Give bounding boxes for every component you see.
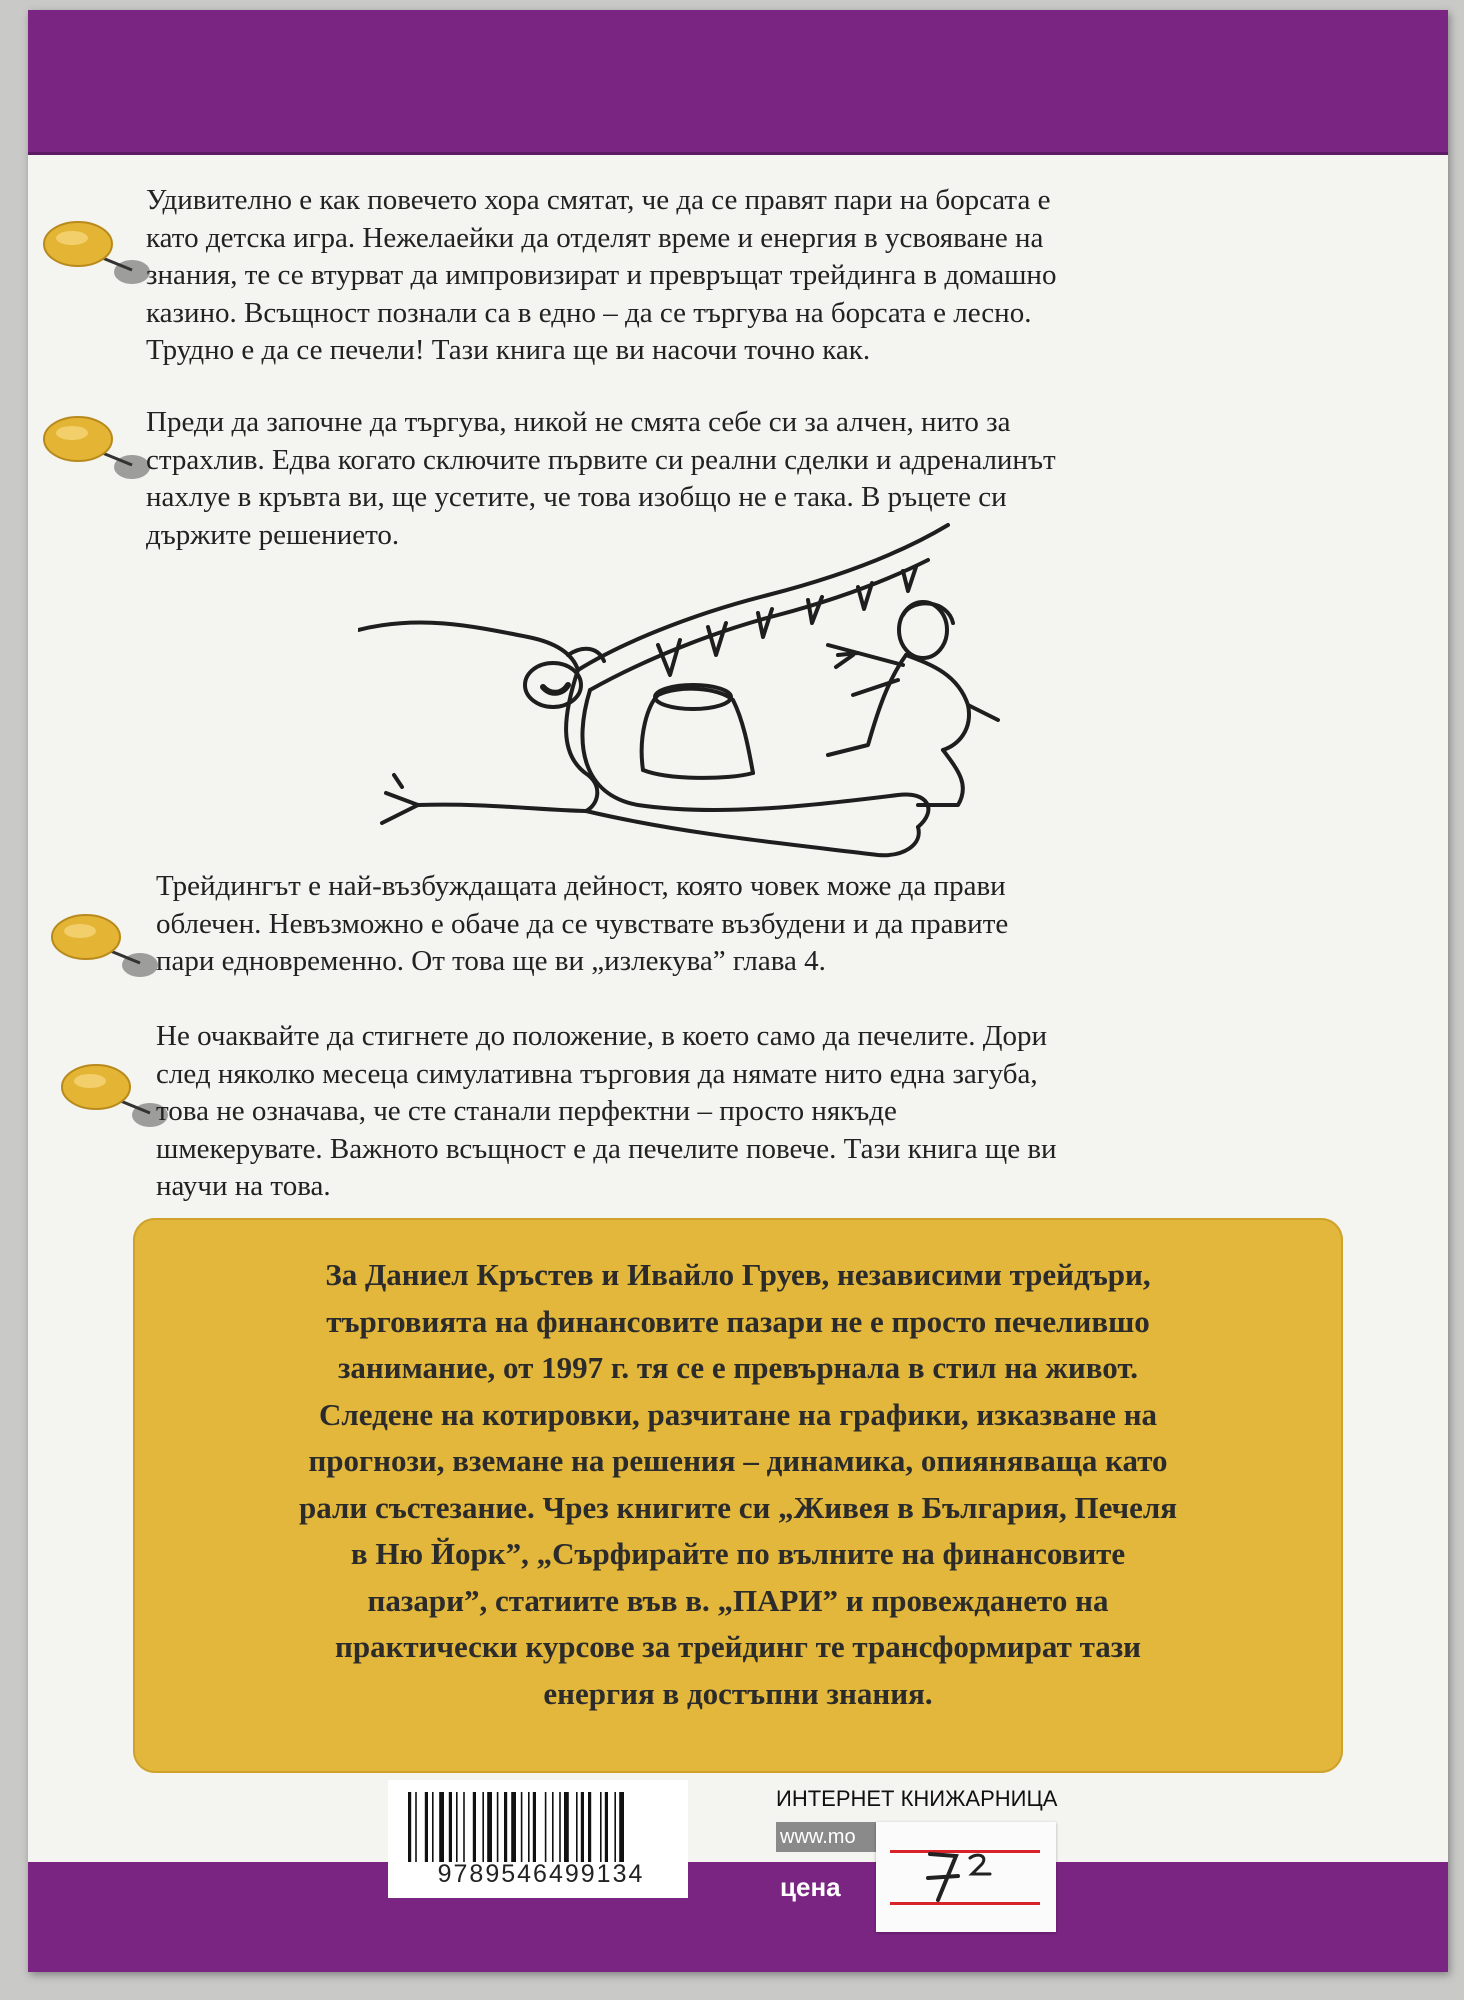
authors-bio-box — [133, 1218, 1343, 1773]
text-line: страхлив. Едва когато сключите първите си реални сделки и адреналинът — [146, 443, 1056, 476]
bio-line: пазари”, статиите във в. „ПАРИ” и провеждането на — [367, 1582, 1109, 1618]
text-line: пари едновременно. От това ще ви „излекува” глава 4. — [156, 945, 826, 977]
crocodile-illustration — [358, 505, 1118, 865]
bio-line: търговията на финансовите пазари не е просто печелившо — [326, 1303, 1150, 1339]
book-back-cover — [28, 10, 1448, 1972]
text-line: Трудно е да се печели! Тази книга ще ви насочи точно как. — [146, 334, 871, 366]
bottom-purple-band — [28, 1862, 1448, 1972]
bio-line: в Ню Йорк”, „Сърфирайте по вълните на финансовите — [350, 1536, 1126, 1571]
pushpin-icon — [40, 405, 160, 500]
shop-label: ИНТЕРНЕТ КНИЖАРНИЦА — [776, 1786, 1058, 1811]
text-line: шмекерувате. Важното всъщност е да печелите повече. Тази книга ще ви — [156, 1132, 1057, 1165]
text-line: знания, те се втурват да импровизират и превръщат трейдинга в домашно — [146, 259, 1057, 291]
paragraph-1 — [146, 182, 1056, 370]
text-line: нахлуе в кръвта ви, ще усетите, че това изобщо не е така. В ръцете си — [146, 481, 1007, 513]
text-line: това не означава, че сте станали перфектни – просто някъде — [156, 1095, 897, 1127]
bio-line: енергия в достъпни знания. — [543, 1675, 933, 1711]
top-purple-band — [28, 10, 1448, 155]
authors-bio-text — [133, 1252, 1343, 1717]
bio-line: прогнози, вземане на решения – динамика, опияняваща като — [308, 1443, 1168, 1478]
pushpin-icon — [48, 903, 168, 998]
barcode-panel — [388, 1780, 688, 1898]
text-line: Преди да започне да търгува, никой не смята себе си за алчен, нито за — [146, 406, 1011, 438]
pushpin-icon — [40, 210, 160, 305]
bio-line: За Даниел Кръстев и Ивайло Груев, независими трейдъри, — [325, 1257, 1151, 1292]
bio-line: Следене на котировки, разчитане на графики, изказване на — [318, 1396, 1158, 1432]
text-line: като детска игра. Нежелаейки да отделят време и енергия в усвояване на — [146, 221, 1044, 254]
bio-line: рали състезание. Чрез книгите си „Живея в България, Печеля — [298, 1489, 1178, 1525]
shop-url[interactable]: www.mo — [776, 1822, 880, 1852]
bio-line: практически курсове за трейдинг те трансформират тази — [334, 1629, 1142, 1664]
price-label: цена — [780, 1872, 841, 1902]
price-sticker — [876, 1822, 1056, 1932]
barcode — [406, 1792, 676, 1862]
text-line: казино. Всъщност познали са в едно – да се търгува на борсата е лесно. — [146, 296, 1032, 329]
paragraph-4 — [156, 1018, 1057, 1206]
bio-line: занимание, от 1997 г. тя се е превърнала в стил на живот. — [337, 1350, 1139, 1385]
text-line: облечен. Невъзможно е обаче да се чувствате възбудени и да правите — [156, 907, 1009, 940]
text-line: Трейдингът е най-възбуждащата дейност, която човек може да прави — [156, 870, 1006, 902]
text-line: научи на това. — [156, 1170, 331, 1202]
paragraph-3 — [156, 868, 1008, 981]
text-line: Не очаквайте да стигнете до положение, в което само да печелите. Дори — [156, 1020, 1048, 1052]
text-line: след няколко месеца симулативна търговия да нямате нито една загуба, — [156, 1057, 1038, 1090]
text-line: държите решението. — [146, 518, 400, 551]
isbn-number: 9789546499134 — [437, 1860, 645, 1888]
handwritten-price-mark — [916, 1846, 1016, 1906]
text-line: Удивително е как повечето хора смятат, че да се правят пари на борсата е — [146, 184, 1051, 216]
